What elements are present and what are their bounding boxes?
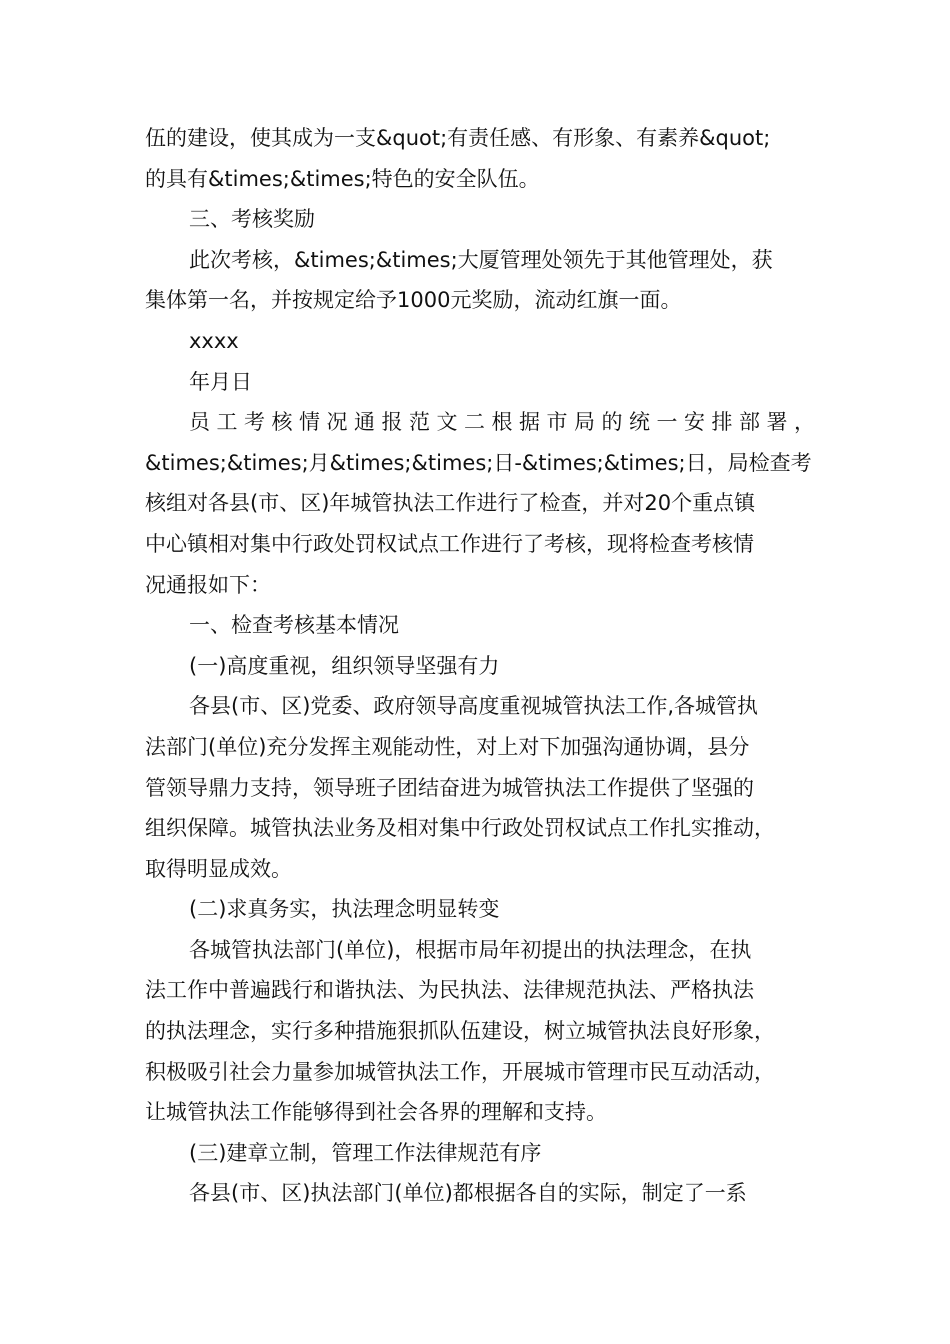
- text-line: 法工作中普遍践行和谐执法、为民执法、法律规范执法、严格执法: [145, 978, 754, 1003]
- paragraph-first-line: 此次考核，&times;&times;大厦管理处领先于其他管理处，获: [189, 247, 773, 272]
- paragraph-first-line: 年月日: [189, 369, 252, 394]
- paragraph-first-line: (二)求真务实，执法理念明显转变: [189, 897, 500, 922]
- text-line: 让城管执法工作能够得到社会各界的理解和支持。: [145, 1100, 607, 1125]
- text-line: &times;&times;月&times;&times;日-&times;&times;日，局检查考: [145, 450, 812, 475]
- paragraph-first-line: (一)高度重视，组织领导坚强有力: [189, 653, 500, 678]
- paragraph-first-line: 各县(市、区)执法部门(单位)都根据各自的实际，制定了一系: [189, 1181, 747, 1206]
- text-line: 核组对各县(市、区)年城管执法工作进行了检查，并对20个重点镇: [145, 491, 756, 516]
- paragraph-first-line: (三)建章立制，管理工作法律规范有序: [189, 1140, 542, 1165]
- text-line: 的具有&times;&times;特色的安全队伍。: [145, 166, 540, 191]
- document-body: [145, 118, 815, 1214]
- text-line: 集体第一名，并按规定给予1000元奖励，流动红旗一面。: [145, 288, 682, 313]
- text-line: 组织保障。城管执法业务及相对集中行政处罚权试点工作扎实推动，: [145, 816, 775, 841]
- text-line: 法部门(单位)充分发挥主观能动性，对上对下加强沟通协调，县分: [145, 734, 750, 759]
- text-line: 况通报如下：: [145, 572, 271, 597]
- paragraph-first-line: xxxx: [189, 328, 239, 353]
- paragraph-first-line: 各县(市、区)党委、政府领导高度重视城管执法工作,各城管执: [189, 694, 759, 719]
- text-line: 中心镇相对集中行政处罚权试点工作进行了考核，现将检查考核情: [145, 531, 754, 556]
- paragraph-first-line: 各城管执法部门(单位)，根据市局年初提出的执法理念，在执: [189, 937, 752, 962]
- paragraph-first-line: 一、检查考核基本情况: [189, 613, 399, 638]
- paragraph-first-line: 员工考核情况通报范文二根据市局的统一安排部署，: [189, 410, 815, 435]
- text-line: 积极吸引社会力量参加城管执法工作，开展城市管理市民互动活动，: [145, 1059, 775, 1084]
- text-line: 取得明显成效。: [145, 856, 292, 881]
- text-line: 伍的建设，使其成为一支&quot;有责任感、有形象、有素养&quot;: [145, 126, 771, 150]
- text-line: 管领导鼎力支持，领导班子团结奋进为城管执法工作提供了坚强的: [145, 775, 754, 800]
- text-line: 的执法理念，实行多种措施狠抓队伍建设，树立城管执法良好形象，: [145, 1019, 775, 1044]
- paragraph-first-line: 三、考核奖励: [189, 207, 315, 232]
